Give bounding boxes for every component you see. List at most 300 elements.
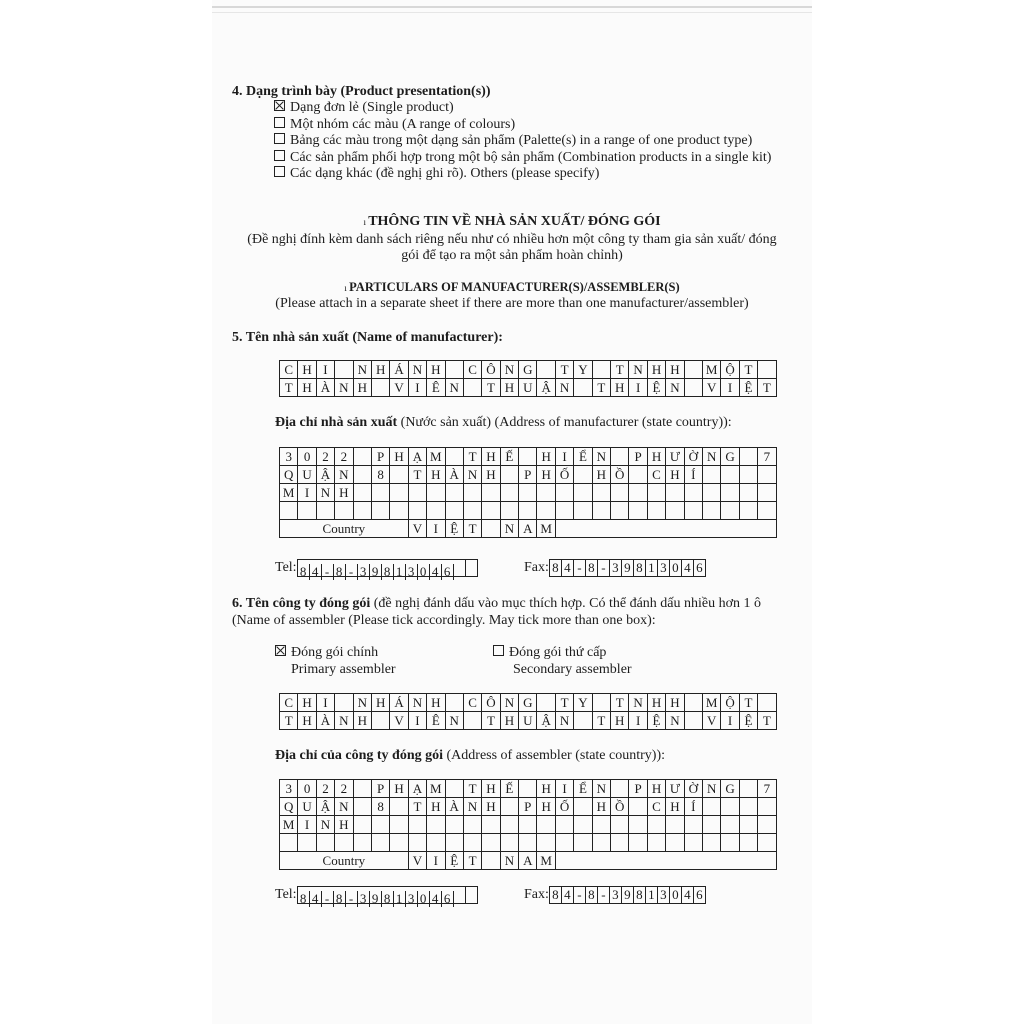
grid-cell: Ê	[427, 712, 445, 730]
grid-cell	[390, 502, 408, 520]
phone-digit-cell: 3	[406, 564, 418, 580]
grid-cell: N	[445, 379, 463, 397]
grid-cell: H	[537, 448, 555, 466]
phone-digit-cell: 9	[370, 564, 382, 580]
grid-cell	[739, 816, 757, 834]
checkbox-icon[interactable]	[274, 166, 285, 177]
grid-cell: P	[371, 780, 389, 798]
grid-cell: N	[629, 694, 647, 712]
grid-cell	[500, 466, 518, 484]
phone-digit-cell: -	[322, 564, 334, 580]
grid-cell	[684, 484, 702, 502]
grid-cell: Í	[684, 798, 702, 816]
grid-cell: I	[721, 379, 739, 397]
country-cell	[482, 852, 500, 870]
grid-cell: H	[647, 448, 665, 466]
grid-cell: 2	[316, 448, 334, 466]
phone-digit-cell: 0	[670, 887, 682, 903]
grid-row	[280, 361, 777, 379]
grid-cell: P	[629, 448, 647, 466]
grid-cell	[629, 484, 647, 502]
grid-cell: M	[702, 694, 720, 712]
grid-cell	[408, 484, 426, 502]
tel-boxes	[297, 559, 478, 577]
grid-cell: Y	[574, 694, 592, 712]
grid-cell: H	[353, 379, 371, 397]
grid-cell: N	[316, 484, 334, 502]
phone-digit-cell: 8	[634, 887, 646, 903]
primary-assembler-checkbox[interactable]	[275, 645, 286, 656]
manufacturer-title-en: ı PARTICULARS OF MANUFACTURER(S)/ASSEMBLER(S)	[344, 280, 680, 294]
grid-row	[280, 448, 777, 466]
grid-cell	[555, 502, 573, 520]
grid-cell: N	[353, 694, 371, 712]
grid-cell: H	[611, 712, 629, 730]
phone-digit-cell: 9	[622, 887, 634, 903]
grid-cell: H	[537, 466, 555, 484]
grid-cell: T	[739, 694, 757, 712]
phone-digit-cell: -	[346, 564, 358, 580]
grid-cell	[353, 484, 371, 502]
grid-cell: Ờ	[684, 448, 702, 466]
checkbox-icon[interactable]	[274, 117, 285, 128]
grid-cell: 8	[371, 466, 389, 484]
grid-cell	[574, 466, 592, 484]
phone-digit-cell: 9	[622, 560, 634, 576]
grid-cell: N	[408, 361, 426, 379]
phone-digit-cell: 8	[382, 564, 394, 580]
grid-cell: Ệ	[647, 379, 665, 397]
grid-cell	[335, 361, 353, 379]
presentation-option[interactable]	[274, 100, 454, 116]
grid-cell: H	[390, 780, 408, 798]
grid-cell: H	[482, 448, 500, 466]
presentation-option[interactable]	[274, 133, 752, 149]
grid-cell: Ệ	[739, 712, 757, 730]
checked-checkbox-icon[interactable]	[274, 100, 285, 111]
phone-digit-cell: 8	[298, 891, 310, 907]
grid-cell	[758, 694, 776, 712]
grid-cell: N	[316, 816, 334, 834]
grid-cell	[353, 448, 371, 466]
grid-cell	[463, 816, 481, 834]
grid-cell: T	[555, 694, 573, 712]
country-cell	[482, 520, 500, 538]
grid-cell	[390, 816, 408, 834]
primary-assembler-label-en: Primary assembler	[291, 662, 396, 677]
phone-digit-cell: 8	[586, 887, 598, 903]
grid-cell	[739, 798, 757, 816]
grid-cell: H	[537, 780, 555, 798]
grid-cell	[519, 816, 537, 834]
grid-cell: H	[592, 466, 610, 484]
grid-cell	[482, 816, 500, 834]
grid-cell	[684, 834, 702, 852]
grid-cell	[758, 502, 776, 520]
grid-cell: Q	[280, 466, 298, 484]
grid-cell	[721, 484, 739, 502]
grid-cell: N	[463, 798, 481, 816]
grid-cell	[427, 484, 445, 502]
section-4-title: 4. Dạng trình bày (Product presentation(s))	[232, 84, 491, 99]
grid-cell	[390, 484, 408, 502]
grid-cell	[702, 502, 720, 520]
grid-cell: Ế	[500, 448, 518, 466]
grid-cell	[371, 816, 389, 834]
grid-cell: N	[666, 379, 684, 397]
grid-cell: Ể	[574, 448, 592, 466]
presentation-option-label: Bảng các màu trong một dạng sản phẩm (Palette(s) in a range of one product type)	[290, 133, 753, 148]
country-cell: N	[500, 852, 518, 870]
country-cell: A	[519, 852, 537, 870]
grid-cell	[463, 834, 481, 852]
country-cell: M	[537, 520, 555, 538]
grid-cell	[574, 834, 592, 852]
phone-digit-cell: -	[598, 560, 610, 576]
presentation-option[interactable]	[274, 166, 599, 182]
manufacturer-fax: Fax: 8 4 - 8 - 3 9 8 1 3 0 4 6	[524, 559, 706, 577]
grid-cell: N	[408, 694, 426, 712]
grid-cell: Ồ	[611, 798, 629, 816]
grid-cell: N	[500, 694, 518, 712]
grid-cell: T	[592, 379, 610, 397]
grid-cell: N	[463, 466, 481, 484]
grid-row	[280, 816, 777, 834]
grid-cell	[592, 816, 610, 834]
grid-cell: Ồ	[611, 466, 629, 484]
grid-cell	[298, 502, 316, 520]
phone-digit-cell: 4	[562, 887, 574, 903]
phone-digit-cell: 8	[550, 887, 562, 903]
grid-cell: N	[353, 361, 371, 379]
grid-cell	[739, 502, 757, 520]
grid-cell: Ậ	[537, 712, 555, 730]
grid-cell	[537, 834, 555, 852]
grid-cell: H	[353, 712, 371, 730]
assembler-address-grid	[279, 779, 777, 870]
fax-boxes	[549, 886, 706, 904]
grid-cell	[592, 361, 610, 379]
grid-cell	[555, 484, 573, 502]
checkbox-icon[interactable]	[274, 133, 285, 144]
grid-cell	[390, 834, 408, 852]
grid-cell	[463, 502, 481, 520]
grid-cell	[592, 484, 610, 502]
grid-cell: I	[408, 712, 426, 730]
grid-cell	[758, 798, 776, 816]
checkbox-icon[interactable]	[274, 150, 285, 161]
grid-cell	[629, 502, 647, 520]
grid-cell: T	[758, 379, 776, 397]
grid-cell: 3	[280, 448, 298, 466]
grid-cell	[500, 502, 518, 520]
grid-cell	[335, 694, 353, 712]
grid-cell	[758, 466, 776, 484]
country-cell: T	[463, 520, 481, 538]
grid-row	[280, 379, 777, 397]
grid-cell	[335, 834, 353, 852]
grid-cell: N	[592, 448, 610, 466]
grid-cell	[280, 502, 298, 520]
grid-cell	[482, 834, 500, 852]
phone-digit-cell	[466, 560, 477, 576]
grid-cell: U	[298, 798, 316, 816]
grid-cell	[537, 502, 555, 520]
grid-cell: 7	[758, 448, 776, 466]
grid-cell	[316, 834, 334, 852]
grid-cell: Ậ	[316, 466, 334, 484]
grid-cell	[592, 502, 610, 520]
grid-cell: Á	[390, 694, 408, 712]
grid-row	[280, 466, 777, 484]
manufacturer-name-grid	[279, 360, 777, 397]
grid-cell: Á	[390, 361, 408, 379]
grid-cell	[574, 816, 592, 834]
grid-cell	[427, 502, 445, 520]
grid-cell: I	[555, 448, 573, 466]
page-edge	[212, 12, 812, 13]
grid-cell: C	[647, 798, 665, 816]
grid-cell	[390, 798, 408, 816]
grid-cell: H	[298, 694, 316, 712]
presentation-option[interactable]	[274, 150, 771, 166]
grid-cell: C	[280, 694, 298, 712]
grid-cell: M	[280, 484, 298, 502]
phone-digit-cell	[454, 560, 466, 576]
grid-cell	[739, 466, 757, 484]
grid-cell	[666, 484, 684, 502]
section-5-title: 5. Tên nhà sản xuất (Name of manufacturer):	[232, 330, 503, 345]
country-cell: I	[427, 852, 445, 870]
presentation-option[interactable]	[274, 117, 515, 133]
grid-cell: G	[721, 448, 739, 466]
grid-cell	[445, 361, 463, 379]
phone-digit-cell: 9	[370, 891, 382, 907]
phone-digit-cell: -	[574, 560, 586, 576]
grid-cell: T	[555, 361, 573, 379]
grid-cell	[721, 834, 739, 852]
grid-cell: P	[519, 798, 537, 816]
grid-cell	[629, 466, 647, 484]
grid-cell	[666, 816, 684, 834]
grid-cell: Ạ	[408, 448, 426, 466]
grid-cell: H	[482, 466, 500, 484]
grid-cell	[629, 834, 647, 852]
grid-cell: H	[298, 712, 316, 730]
grid-cell	[739, 834, 757, 852]
grid-cell: I	[298, 484, 316, 502]
primary-assembler-option[interactable]: Đóng gói chính	[275, 645, 378, 661]
assembler-tel: Tel: 8 4 - 8 - 3 9 8 1 3 0 4 6	[275, 886, 478, 904]
grid-cell: H	[335, 816, 353, 834]
grid-cell: T	[482, 379, 500, 397]
phone-digit-cell: 4	[310, 891, 322, 907]
grid-cell	[684, 379, 702, 397]
grid-cell	[702, 798, 720, 816]
grid-cell: 8	[371, 798, 389, 816]
grid-cell	[647, 816, 665, 834]
phone-digit-cell: -	[574, 887, 586, 903]
grid-cell	[500, 484, 518, 502]
grid-cell	[739, 780, 757, 798]
secondary-assembler-option[interactable]: Đóng gói thứ cấp	[493, 645, 606, 661]
grid-cell: Ố	[555, 798, 573, 816]
grid-cell	[445, 694, 463, 712]
grid-cell	[758, 816, 776, 834]
phone-digit-cell: 8	[334, 564, 346, 580]
presentation-option-label: Các dạng khác (đề nghị ghi rõ). Others (please specify)	[290, 166, 600, 181]
grid-cell: T	[463, 448, 481, 466]
grid-cell: Ô	[482, 361, 500, 379]
grid-cell	[647, 484, 665, 502]
secondary-assembler-checkbox[interactable]	[493, 645, 504, 656]
grid-cell	[555, 816, 573, 834]
grid-cell	[519, 448, 537, 466]
grid-cell	[298, 834, 316, 852]
phone-digit-cell: 8	[382, 891, 394, 907]
grid-cell: P	[519, 466, 537, 484]
grid-cell	[574, 484, 592, 502]
country-cell: N	[500, 520, 518, 538]
grid-cell: T	[758, 712, 776, 730]
grid-cell	[353, 834, 371, 852]
country-cell: I	[427, 520, 445, 538]
grid-cell: 2	[335, 780, 353, 798]
page-edge	[212, 6, 812, 8]
grid-cell: Ậ	[316, 798, 334, 816]
grid-cell: G	[519, 694, 537, 712]
grid-cell: V	[390, 379, 408, 397]
grid-cell: V	[702, 379, 720, 397]
grid-cell	[371, 502, 389, 520]
section-6-title-en: (Name of assembler (Please tick accordingly. May tick more than one box):	[232, 613, 656, 628]
grid-cell: H	[592, 798, 610, 816]
grid-row	[280, 834, 777, 852]
country-row	[280, 520, 777, 538]
phone-digit-cell: 3	[610, 560, 622, 576]
grid-cell: N	[555, 379, 573, 397]
grid-cell: I	[721, 712, 739, 730]
grid-cell	[611, 780, 629, 798]
country-cell: T	[463, 852, 481, 870]
grid-cell: H	[647, 361, 665, 379]
fax-boxes	[549, 559, 706, 577]
grid-cell: Ể	[574, 780, 592, 798]
grid-cell	[721, 502, 739, 520]
manufacturer-title-vi: ı THÔNG TIN VỀ NHÀ SẢN XUẤT/ ĐÓNG GÓI	[363, 214, 661, 229]
grid-cell: M	[702, 361, 720, 379]
phone-digit-cell: 8	[550, 560, 562, 576]
grid-cell: M	[427, 448, 445, 466]
grid-cell: T	[408, 798, 426, 816]
grid-cell: H	[427, 798, 445, 816]
grid-cell: Ư	[666, 448, 684, 466]
phone-digit-cell: 6	[696, 887, 703, 902]
grid-cell: N	[335, 712, 353, 730]
grid-cell	[353, 816, 371, 834]
grid-cell	[445, 484, 463, 502]
grid-cell	[684, 361, 702, 379]
manufacturer-address-grid	[279, 447, 777, 538]
grid-cell: H	[666, 361, 684, 379]
grid-cell: H	[427, 361, 445, 379]
grid-cell: Ệ	[647, 712, 665, 730]
manufacturer-note-en: (Please attach in a separate sheet if there are more than one manufacturer/assembler)	[275, 296, 749, 311]
grid-cell	[592, 694, 610, 712]
country-cell: M	[537, 852, 555, 870]
grid-cell: N	[500, 361, 518, 379]
country-cell: Ệ	[445, 520, 463, 538]
grid-cell: U	[298, 466, 316, 484]
grid-cell	[445, 816, 463, 834]
grid-cell: H	[666, 694, 684, 712]
phone-digit-cell: 3	[658, 887, 670, 903]
phone-digit-cell: 8	[586, 560, 598, 576]
grid-cell: H	[298, 379, 316, 397]
grid-cell: 3	[280, 780, 298, 798]
grid-cell	[629, 816, 647, 834]
grid-cell: 0	[298, 448, 316, 466]
manufacturer-note-vi-1: (Đề nghị đính kèm danh sách riêng nếu như có nhiều hơn một công ty tham gia sản xuất/ đóng	[247, 232, 777, 247]
grid-cell	[702, 816, 720, 834]
grid-cell: N	[335, 798, 353, 816]
grid-cell: P	[371, 448, 389, 466]
presentation-option-label: Các sản phẩm phối hợp trong một bộ sản phẩm (Combination products in a single kit)	[290, 149, 772, 165]
grid-cell: I	[298, 816, 316, 834]
grid-cell	[371, 379, 389, 397]
grid-cell	[371, 484, 389, 502]
country-label: Country	[280, 520, 409, 538]
grid-cell	[611, 484, 629, 502]
phone-digit-cell: -	[346, 891, 358, 907]
grid-cell: À	[445, 798, 463, 816]
grid-cell: H	[611, 379, 629, 397]
grid-row	[280, 798, 777, 816]
grid-cell: H	[500, 712, 518, 730]
grid-cell: T	[482, 712, 500, 730]
grid-cell	[611, 502, 629, 520]
grid-cell	[463, 712, 481, 730]
grid-cell: H	[298, 361, 316, 379]
grid-cell	[519, 780, 537, 798]
grid-cell	[427, 834, 445, 852]
grid-cell: H	[482, 780, 500, 798]
grid-cell	[316, 502, 334, 520]
grid-cell: I	[629, 712, 647, 730]
phone-digit-cell: 4	[682, 560, 694, 576]
grid-cell: T	[592, 712, 610, 730]
grid-cell	[684, 502, 702, 520]
grid-cell: Ế	[500, 780, 518, 798]
grid-cell: 0	[298, 780, 316, 798]
grid-row	[280, 712, 777, 730]
country-cell: V	[408, 852, 426, 870]
grid-cell	[390, 466, 408, 484]
country-cell: Ệ	[445, 852, 463, 870]
phone-digit-cell: 4	[562, 560, 574, 576]
grid-cell: H	[390, 448, 408, 466]
grid-cell: N	[335, 466, 353, 484]
grid-cell	[445, 502, 463, 520]
grid-cell	[463, 379, 481, 397]
phone-digit-cell: 1	[646, 887, 658, 903]
grid-cell	[519, 484, 537, 502]
phone-digit-cell: -	[322, 891, 334, 907]
grid-cell: N	[629, 361, 647, 379]
country-cell: V	[408, 520, 426, 538]
grid-cell	[519, 502, 537, 520]
grid-cell: H	[666, 466, 684, 484]
